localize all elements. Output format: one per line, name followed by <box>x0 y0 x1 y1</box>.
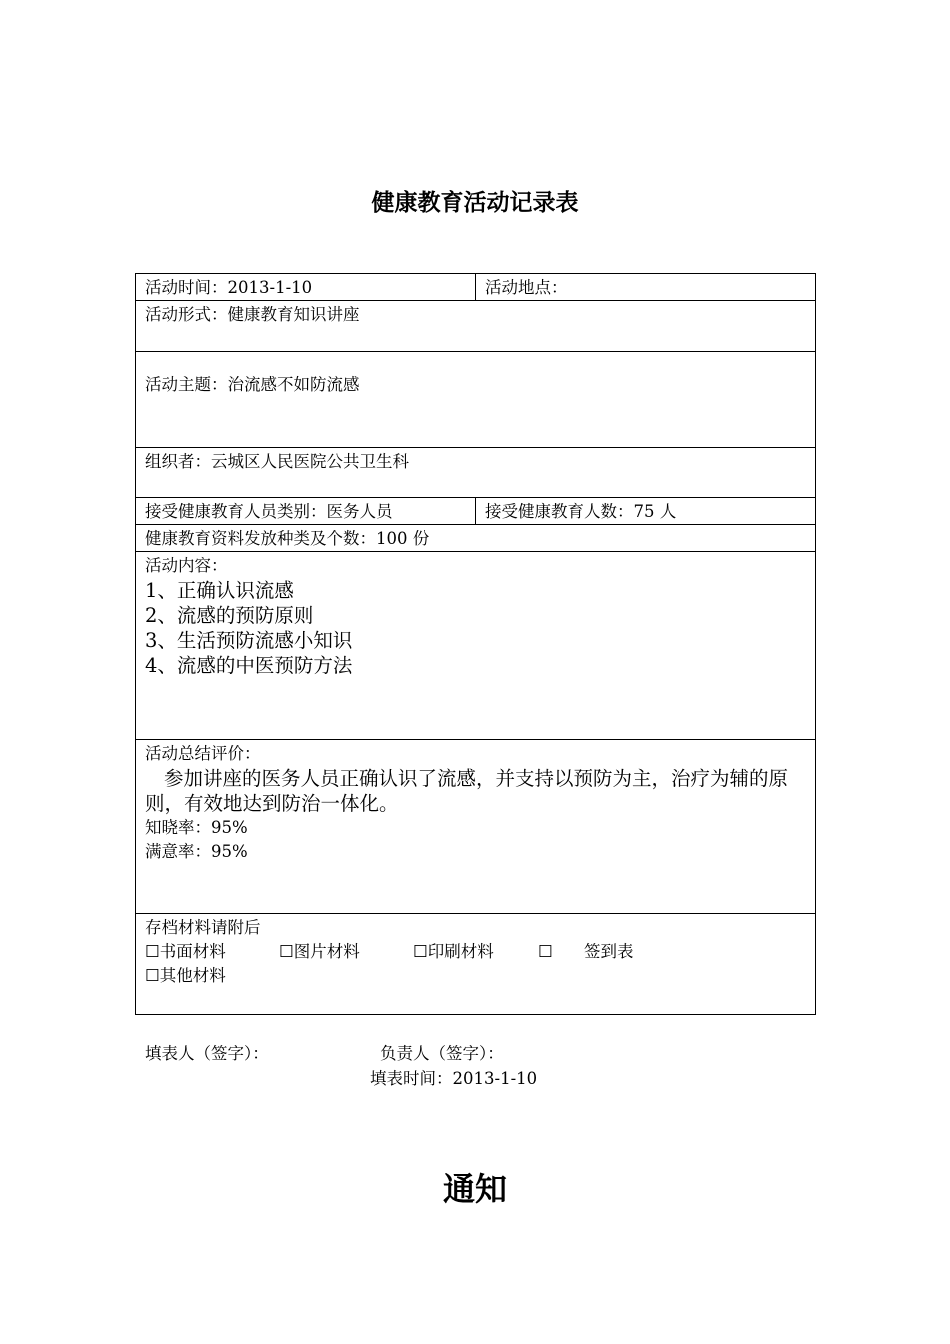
activity-place: 活动地点： <box>476 274 816 301</box>
checkbox-picture-materials[interactable]: ☐图片材料 <box>279 942 360 961</box>
notice-title: 通知 <box>442 1170 507 1208</box>
content-label: 活动内容： <box>145 556 228 575</box>
activity-theme: 活动主题：治流感不如防流感 <box>136 352 816 448</box>
summary-cell <box>136 740 816 914</box>
organizer: 组织者：云城区人民医院公共卫生科 <box>136 448 816 498</box>
activity-format: 活动形式：健康教育知识讲座 <box>136 301 816 352</box>
activity-record-table <box>135 273 816 1015</box>
fill-date: 填表时间：2013-1-10 <box>370 1069 538 1088</box>
activity-content-cell <box>136 552 816 740</box>
summary-text: 参加讲座的医务人员正确认识了流感，并支持以预防为主，治疗为辅的原则，有效地达到防治一体化。 <box>145 767 789 815</box>
archive-cell <box>136 914 816 1015</box>
checkbox-sign-in[interactable]: ☐ <box>538 942 553 961</box>
filler-signature: 填表人（签字）： <box>145 1044 269 1063</box>
satisfaction-rate: 满意率：95% <box>145 842 248 861</box>
checkbox-other-materials[interactable]: ☐其他材料 <box>145 966 226 985</box>
content-item: 3、生活预防流感小知识 <box>145 629 353 652</box>
content-item: 1、正确认识流感 <box>145 579 294 602</box>
awareness-rate: 知晓率：95% <box>145 818 248 837</box>
document-title: 健康教育活动记录表 <box>371 190 579 216</box>
content-item: 2、流感的预防原则 <box>145 604 314 627</box>
audience-type: 接受健康教育人员类别：医务人员 <box>136 498 476 525</box>
materials-distributed: 健康教育资料发放种类及个数：100 份 <box>136 525 816 552</box>
activity-time: 活动时间：2013-1-10 <box>136 274 476 301</box>
content-item: 4、流感的中医预防方法 <box>145 654 353 677</box>
checkbox-written-materials[interactable]: ☐书面材料 <box>145 942 226 961</box>
archive-label: 存档材料请附后 <box>145 918 261 937</box>
checkbox-printed-materials[interactable]: ☐印刷材料 <box>413 942 494 961</box>
audience-count: 接受健康教育人数：75 人 <box>476 498 816 525</box>
manager-signature: 负责人（签字）： <box>380 1044 504 1063</box>
summary-label: 活动总结评价： <box>145 744 261 763</box>
archive-options <box>145 940 806 964</box>
sign-in-sheet-label: 签到表 <box>584 942 634 961</box>
